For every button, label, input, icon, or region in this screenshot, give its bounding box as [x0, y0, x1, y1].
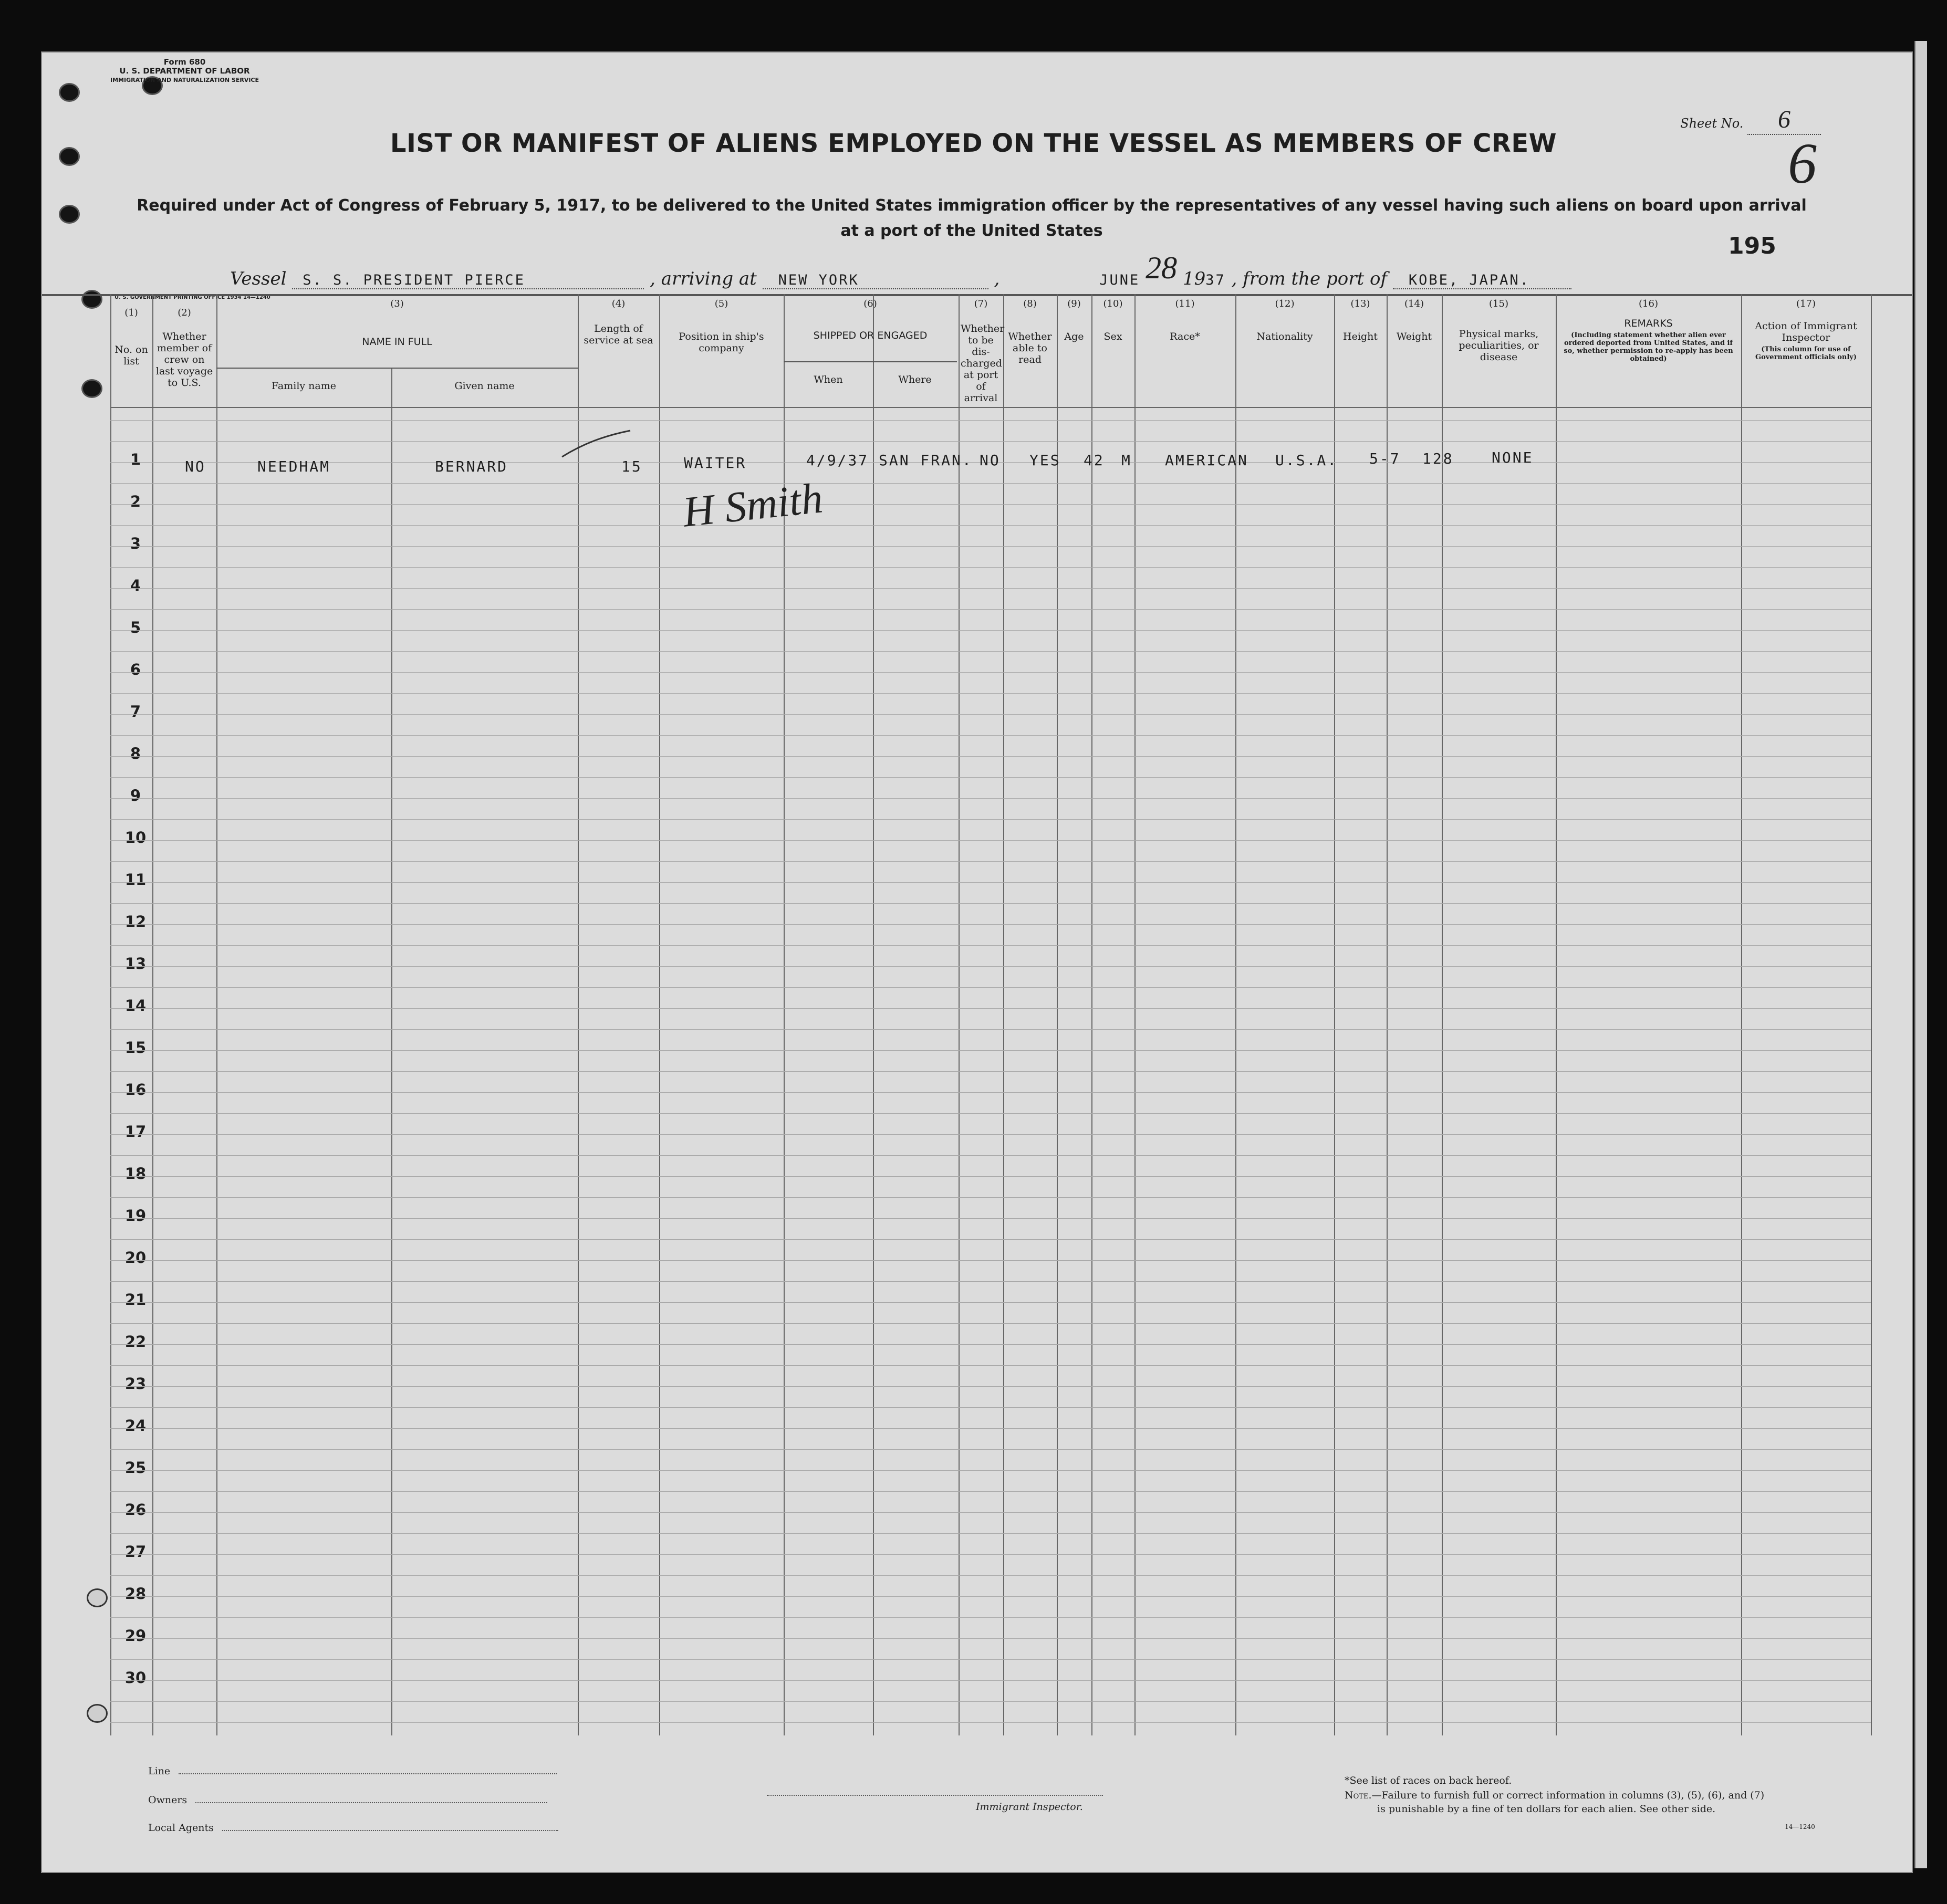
ruled-line: [110, 1239, 1871, 1240]
ruled-line: [110, 1155, 1871, 1156]
from-port-label: , from the port of: [1231, 268, 1388, 289]
column-header: Whether able to read: [1008, 331, 1052, 365]
column-divider: [216, 294, 217, 1735]
footer-agents: [148, 1822, 558, 1834]
department: U. S. DEPARTMENT OF LABOR: [119, 66, 250, 76]
ruled-line: [110, 861, 1871, 862]
entry-race: AMERICAN: [1165, 452, 1248, 469]
column-number: (9): [1067, 298, 1081, 309]
ruled-line: [110, 945, 1871, 946]
ruled-line: [110, 1638, 1871, 1639]
column-header: Age: [1064, 331, 1084, 342]
corner-mark: 6: [1788, 131, 1817, 195]
races-note: *See list of races on back hereof.: [1345, 1775, 1512, 1786]
column-number: (7): [974, 298, 988, 309]
ruled-line: [110, 567, 1871, 568]
ruled-line: [110, 1302, 1871, 1303]
ruled-line: [110, 1365, 1871, 1366]
entry-physical-marks: NONE: [1492, 449, 1534, 466]
punch-hole: [81, 379, 102, 398]
column-divider: [110, 294, 111, 1735]
stamp-number: 195: [1728, 233, 1776, 259]
vessel-name: S. S. PRESIDENT PIERCE: [292, 272, 644, 289]
ruled-line: [110, 588, 1871, 589]
entry-crew-last-voyage: NO: [185, 458, 206, 475]
column-header: Whether member of crew on last voyage to U.S.: [155, 331, 213, 389]
column-header: Nationality: [1256, 331, 1313, 342]
row-number: 22: [124, 1333, 147, 1351]
column-number: (2): [178, 307, 191, 318]
column-number: (17): [1796, 298, 1816, 309]
row-number: 26: [124, 1501, 147, 1519]
ruled-line: [110, 1512, 1871, 1513]
row-number: 3: [130, 535, 141, 552]
column-divider: [152, 294, 153, 1735]
ruled-line: [110, 1428, 1871, 1429]
column-number: (3): [390, 298, 404, 309]
subcolumn-divider: [391, 368, 392, 1735]
column-subheader: Given name: [454, 380, 515, 392]
row-number: 20: [124, 1249, 147, 1267]
row-number: 23: [124, 1375, 147, 1393]
form-number: Form 680: [163, 57, 206, 67]
ruled-line: [110, 840, 1871, 841]
punch-hole: [59, 205, 80, 224]
ruled-line: [110, 966, 1871, 967]
footer-agents-label: Local Agents: [148, 1822, 214, 1834]
row-number: 29: [124, 1627, 147, 1645]
arriving-port: NEW YORK: [763, 272, 988, 289]
ruled-line: [110, 420, 1871, 421]
row-number: 25: [124, 1459, 147, 1477]
ruled-line: [110, 1596, 1871, 1597]
entry-position: WAITER: [684, 454, 747, 472]
arrival-day: 28: [1146, 250, 1178, 285]
subcolumn-divider: [873, 362, 874, 1735]
page-subtitle: Required under Act of Congress of February 5, 1917, to be delivered to the United States immigration officer by the representatives of any vessel having such aliens on board upon arrival at a port of the United States: [137, 196, 1807, 240]
column-divider: [1134, 294, 1136, 1735]
ruled-line: [110, 1554, 1871, 1555]
entry-sex: M: [1121, 452, 1132, 469]
column-subheader: When: [814, 374, 843, 385]
column-number: (14): [1404, 298, 1424, 309]
row-number: 10: [124, 829, 147, 846]
column-number: (5): [714, 298, 728, 309]
column-subheader: Where: [898, 374, 932, 385]
entry-able-to-read: YES: [1029, 452, 1061, 469]
column-header-note: (Including statement whether alien ever ordered deported from United States, and if so, whether permission to re-apply has been obtained): [1564, 331, 1733, 363]
ruled-line: [110, 525, 1871, 526]
entry-service-length: 15: [621, 458, 642, 475]
footer-note: [1345, 1790, 1764, 1801]
row-number: 7: [130, 703, 141, 720]
row-number: 2: [130, 493, 141, 510]
row-number: 4: [130, 577, 141, 594]
pen-mark: [557, 428, 636, 459]
column-header: Sex: [1103, 331, 1122, 342]
row-number: 5: [130, 619, 141, 636]
column-divider: [1003, 294, 1004, 1735]
ruled-line: [110, 483, 1871, 484]
footer-owners: [148, 1794, 547, 1806]
ruled-line: [110, 819, 1871, 820]
ruled-line: [110, 756, 1871, 757]
ruled-line: [110, 903, 1871, 904]
ruled-line: [110, 1197, 1871, 1198]
ruled-line: [110, 798, 1871, 799]
column-header: Length of service at sea: [584, 323, 653, 346]
column-header: SHIPPED OR ENGAGED: [813, 330, 928, 341]
column-divider: [1091, 294, 1092, 1735]
column-number: (8): [1023, 298, 1037, 309]
ruled-line: [110, 1323, 1871, 1324]
column-header: Physical marks, peculiarities, or disease: [1459, 328, 1539, 363]
column-header: Action of Immigrant Inspector: [1755, 320, 1857, 343]
entry-shipped-where: SAN FRAN.: [879, 452, 973, 469]
punch-hole: [81, 290, 102, 309]
punch-hole: [87, 1704, 108, 1723]
footer-line-label: Line: [148, 1765, 171, 1777]
ruled-line: [110, 1533, 1871, 1534]
footer-line: [148, 1765, 557, 1777]
ruled-line: [110, 1344, 1871, 1345]
year-label: 19: [1182, 268, 1206, 289]
column-divider: [959, 294, 960, 1735]
column-divider: [659, 294, 660, 1735]
row-number: 14: [124, 997, 147, 1014]
ruled-line: [110, 1176, 1871, 1177]
column-number: (6): [863, 298, 877, 309]
ruled-line: [110, 1134, 1871, 1135]
column-header-note: (This column for use of Government officials only): [1755, 346, 1857, 361]
row-number: 30: [124, 1669, 147, 1687]
row-number: 28: [124, 1585, 147, 1603]
column-divider: [1235, 294, 1236, 1735]
ruled-line: [110, 1722, 1871, 1723]
column-number: (16): [1639, 298, 1658, 309]
ruled-line: [110, 1407, 1871, 1408]
ruled-line: [110, 693, 1871, 694]
arrival-month: JUNE: [1099, 272, 1140, 288]
form-code: 14—1240: [1785, 1823, 1815, 1830]
column-divider: [1057, 294, 1058, 1735]
ruled-line: [110, 1659, 1871, 1660]
row-number: 12: [124, 913, 147, 930]
row-number: 18: [124, 1165, 147, 1183]
ruled-line: [110, 1386, 1871, 1387]
ruled-line: [110, 714, 1871, 715]
departure-port: KOBE, JAPAN.: [1393, 272, 1571, 289]
entry-shipped-when: 4/9/37: [806, 452, 869, 469]
footer-note-2: is punishable by a fine of ten dollars for each alien. See other side.: [1377, 1803, 1716, 1815]
ruled-line: [110, 672, 1871, 673]
column-number: (4): [611, 298, 626, 309]
ruled-line: [110, 1491, 1871, 1492]
entry-weight: 128: [1422, 450, 1454, 467]
inspector-label: Immigrant Inspector.: [976, 1801, 1083, 1813]
column-number: (15): [1489, 298, 1508, 309]
header-subrule: [784, 361, 957, 362]
vessel-label: Vessel: [230, 268, 287, 289]
entry-nationality: U.S.A.: [1275, 452, 1338, 469]
inspector-signature-line: [767, 1795, 1103, 1796]
row-number: 9: [130, 787, 141, 804]
column-header: Height: [1343, 331, 1378, 342]
note-text: —Failure to furnish full or correct information in columns (3), (5), (6), and (7): [1371, 1790, 1765, 1801]
ruled-line: [110, 1008, 1871, 1009]
row-number: 6: [130, 661, 141, 678]
column-number: (10): [1103, 298, 1123, 309]
ruled-line: [110, 546, 1871, 547]
sheet-number-label: Sheet No.: [1680, 116, 1744, 131]
column-header: REMARKS: [1624, 318, 1673, 329]
ruled-line: [110, 777, 1871, 778]
row-number: 8: [130, 745, 141, 762]
row-number: 11: [124, 871, 147, 888]
column-number: (12): [1275, 298, 1295, 309]
entry-height: 5-7: [1369, 450, 1401, 467]
ruled-line: [110, 609, 1871, 610]
row-number: 15: [124, 1039, 147, 1056]
entry-family-name: NEEDHAM: [257, 458, 331, 475]
ruled-line: [110, 1113, 1871, 1114]
punch-hole: [59, 83, 80, 102]
row-number: 24: [124, 1417, 147, 1435]
row-number: 13: [124, 955, 147, 972]
column-header: Position in ship's company: [679, 331, 764, 354]
ruled-line: [110, 1218, 1871, 1219]
page-title: LIST OR MANIFEST OF ALIENS EMPLOYED ON THE VESSEL AS MEMBERS OF CREW: [390, 129, 1557, 158]
ruled-line: [110, 987, 1871, 988]
column-divider: [1442, 294, 1443, 1735]
header-top-rule: [42, 294, 1912, 296]
ruled-line: [110, 1575, 1871, 1576]
service: IMMIGRATION AND NATURALIZATION SERVICE: [110, 77, 259, 83]
ruled-line: [110, 735, 1871, 736]
row-number: 27: [124, 1543, 147, 1561]
ruled-line: [110, 1260, 1871, 1261]
ruled-line: [110, 1071, 1871, 1072]
sheet-number-value: 6: [1747, 105, 1821, 135]
entry-given-name: BERNARD: [435, 458, 508, 475]
column-divider: [578, 294, 579, 1735]
column-header: Weight: [1396, 331, 1432, 342]
note-label: Note.: [1345, 1790, 1372, 1801]
page-edge: [1914, 41, 1927, 1868]
column-header: No. on list: [114, 344, 148, 367]
column-header: NAME IN FULL: [362, 336, 432, 348]
column-header: Race*: [1170, 331, 1200, 342]
ruled-line: [110, 1701, 1871, 1702]
column-divider: [1387, 294, 1388, 1735]
header-bottom-rule: [110, 407, 1871, 408]
ruled-line: [110, 924, 1871, 925]
ruled-line: [110, 504, 1871, 505]
punch-hole: [87, 1588, 108, 1607]
ruled-line: [110, 882, 1871, 883]
vessel-line: Vessel S. S. PRESIDENT PIERCE , arriving at NEW YORK , JUNE 28 1937 , from the port of KOBE, JAPAN.: [230, 256, 1571, 292]
ruled-line: [110, 1449, 1871, 1450]
form-header: [110, 58, 259, 85]
arrival-year: 37: [1205, 272, 1226, 288]
ruled-line: [110, 1050, 1871, 1051]
column-number: (11): [1175, 298, 1195, 309]
row-number: 21: [124, 1291, 147, 1309]
entry-discharged: NO: [980, 452, 1001, 469]
arriving-label: , arriving at: [650, 268, 757, 289]
column-number: (13): [1350, 298, 1370, 309]
row-number: 19: [124, 1207, 147, 1225]
ruled-line: [110, 1470, 1871, 1471]
column-subheader: Family name: [272, 380, 336, 392]
row-number: 16: [124, 1081, 147, 1099]
ruled-line: [110, 1092, 1871, 1093]
ruled-line: [110, 1029, 1871, 1030]
ruled-line: [110, 630, 1871, 631]
ruled-line: [110, 1281, 1871, 1282]
footer-owners-label: Owners: [148, 1794, 188, 1806]
printing-line: U. S. GOVERNMENT PRINTING OFFICE 1934 14—1240: [114, 295, 270, 300]
column-divider: [1871, 294, 1872, 1735]
ruled-line: [110, 1617, 1871, 1618]
column-divider: [1334, 294, 1335, 1735]
row-number: 17: [124, 1123, 147, 1141]
column-header: Whether to be dis-charged at port of arrival: [961, 323, 1005, 404]
header-subrule: [216, 368, 578, 369]
ruled-line: [110, 441, 1871, 442]
ruled-line: [110, 1680, 1871, 1681]
row-number: 1: [130, 451, 141, 468]
column-divider: [1741, 294, 1742, 1735]
ruled-line: [110, 651, 1871, 652]
column-divider: [1556, 294, 1557, 1735]
signature: H Smith: [680, 474, 825, 536]
column-number: (1): [124, 307, 138, 318]
entry-age: 42: [1084, 452, 1105, 469]
